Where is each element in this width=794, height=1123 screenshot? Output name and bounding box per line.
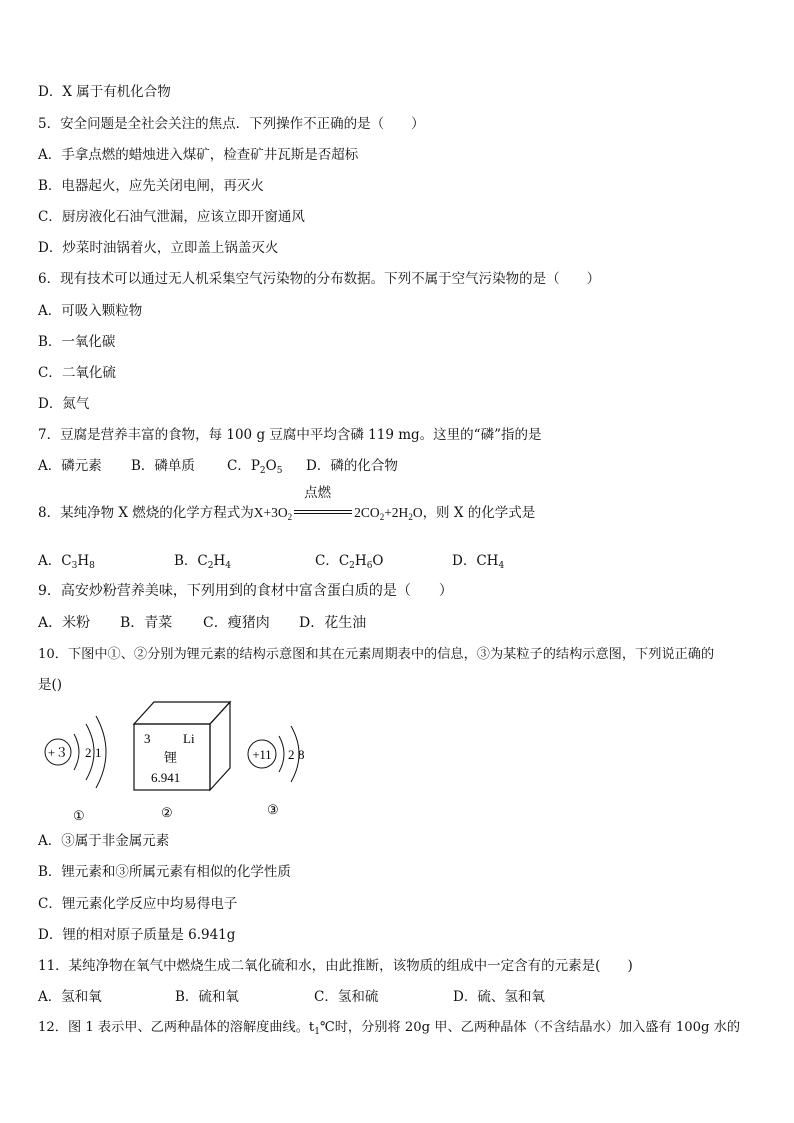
q6-stem: 6．现有技术可以通过无人机采集空气污染物的分布数据。下列不属于空气污染物的是（ ） [38, 271, 601, 287]
element-name: 锂 [164, 751, 178, 766]
q11-stem: 11．某纯净物在氧气中燃烧生成二氧化硫和水，由此推断，该物质的组成中一定含有的元素是( ) [38, 958, 633, 974]
q11-option-b: B．硫和氧 [175, 989, 239, 1005]
q8-option-a: A．$C_3H_8$ [38, 553, 95, 571]
q9-option-a: A．米粉 [38, 615, 91, 631]
q8-option-c: C．$C_2H_6O$ [315, 553, 384, 571]
atomic-mass: 6.941 [151, 770, 181, 785]
periodic-table-cell [134, 702, 230, 820]
reaction-condition: 点燃 [304, 485, 332, 501]
lithium-atom-diagram [45, 716, 106, 823]
cube-top-face [134, 702, 230, 724]
q7-option-b: B．磷单质 [131, 458, 195, 474]
q10-stem-line2: 是() [38, 677, 63, 693]
q5-option-c: C．厨房液化石油气泄漏，应该立即开窗通风 [38, 209, 305, 225]
q10-option-d: D．锂的相对原子质量是 6.941g [38, 927, 236, 943]
q8-option-d: D．$CH_4$ [452, 553, 505, 571]
q6-option-c: C．二氧化硫 [38, 365, 116, 381]
nucleus-charge: +３ [47, 745, 69, 760]
q8-option-b: B．$C_2H_4$ [174, 553, 231, 571]
q7-stem: 7．豆腐是营养丰富的食物，每 100 g 豆腐中平均含磷 119 mg。这里的“磷”指的是 [38, 427, 542, 443]
particle-structure-diagram [248, 726, 305, 817]
figure-label: ③ [267, 802, 279, 817]
q6-option-d: D．氮气 [38, 396, 90, 412]
q10-option-c: C．锂元素化学反应中均易得电子 [38, 896, 238, 912]
q11-option-c: C．氢和硫 [314, 989, 379, 1005]
q8-stem [38, 485, 536, 522]
nucleus-charge: +11 [252, 748, 272, 762]
q10-option-a: A．③属于非金属元素 [38, 833, 170, 849]
figure-label: ① [73, 808, 85, 823]
cube-side-face [210, 702, 230, 790]
reaction-arrow [294, 485, 352, 517]
q7-option-d: D．磷的化合物 [306, 458, 398, 474]
shell-electron-count: 2 [288, 747, 295, 762]
atomic-number: 3 [144, 731, 151, 746]
q7-option-a: A．磷元素 [38, 458, 102, 474]
q5-option-a: A．手拿点燃的蜡烛进入煤矿，检查矿井瓦斯是否超标 [38, 147, 359, 163]
q11-option-d: D．硫、氢和氧 [453, 989, 545, 1005]
q8-stem-prefix: 8．某纯净物 X 燃烧的化学方程式为 [38, 505, 254, 521]
shell-electron-count: 8 [298, 747, 305, 762]
q10-stem-line1: 10．下图中①、②分别为锂元素的结构示意图和其在元素周期表中的信息，③为某粒子的结构示意图，下列说正确的 [38, 647, 715, 662]
element-symbol: Li [183, 731, 195, 746]
q9-option-c: C．瘦猪肉 [203, 615, 270, 631]
q6-option-a: A．可吸入颗粒物 [38, 303, 143, 319]
q12-stem: 12．图 1 表示甲、乙两种晶体的溶解度曲线。$t_1℃$时，分别将 20g 甲、乙两种晶体（不含结晶水）加入盛有 100g 水的 [38, 1020, 741, 1037]
q4-option-d: D．X 属于有机化合物 [38, 84, 171, 100]
q9-option-b: B．青菜 [120, 615, 173, 631]
q10-option-b: B．锂元素和③所属元素有相似的化学性质 [38, 864, 291, 880]
electron-shell-arc [74, 734, 79, 770]
q7-option-c: C．$P_2O_5$ [227, 458, 283, 476]
figure-label: ② [161, 805, 173, 820]
q8-equation: $X+3O_2$ 点燃 $2CO_2+2H_2O$ [253, 485, 423, 522]
shell-electron-count: 2 [85, 745, 92, 760]
q5-stem: 5．安全问题是全社会关注的焦点．下列操作不正确的是（ ） [38, 116, 425, 132]
shell-electron-count: 1 [95, 745, 102, 760]
q8-stem-suffix: ，则 X 的化学式是 [422, 505, 536, 521]
electron-shell-arc [279, 736, 284, 772]
q10-figure [30, 700, 350, 830]
q9-stem: 9．高安炒粉营养美味，下列用到的食材中富含蛋白质的是（ ） [38, 583, 453, 599]
q9-option-d: D．花生油 [299, 615, 367, 631]
q5-option-b: B．电器起火，应先关闭电闸，再灭火 [38, 178, 264, 194]
q11-option-a: A．氢和氧 [38, 989, 102, 1005]
q6-option-b: B．一氧化碳 [38, 334, 116, 350]
q5-option-d: D．炒菜时油锅着火，立即盖上锅盖灭火 [38, 240, 279, 256]
